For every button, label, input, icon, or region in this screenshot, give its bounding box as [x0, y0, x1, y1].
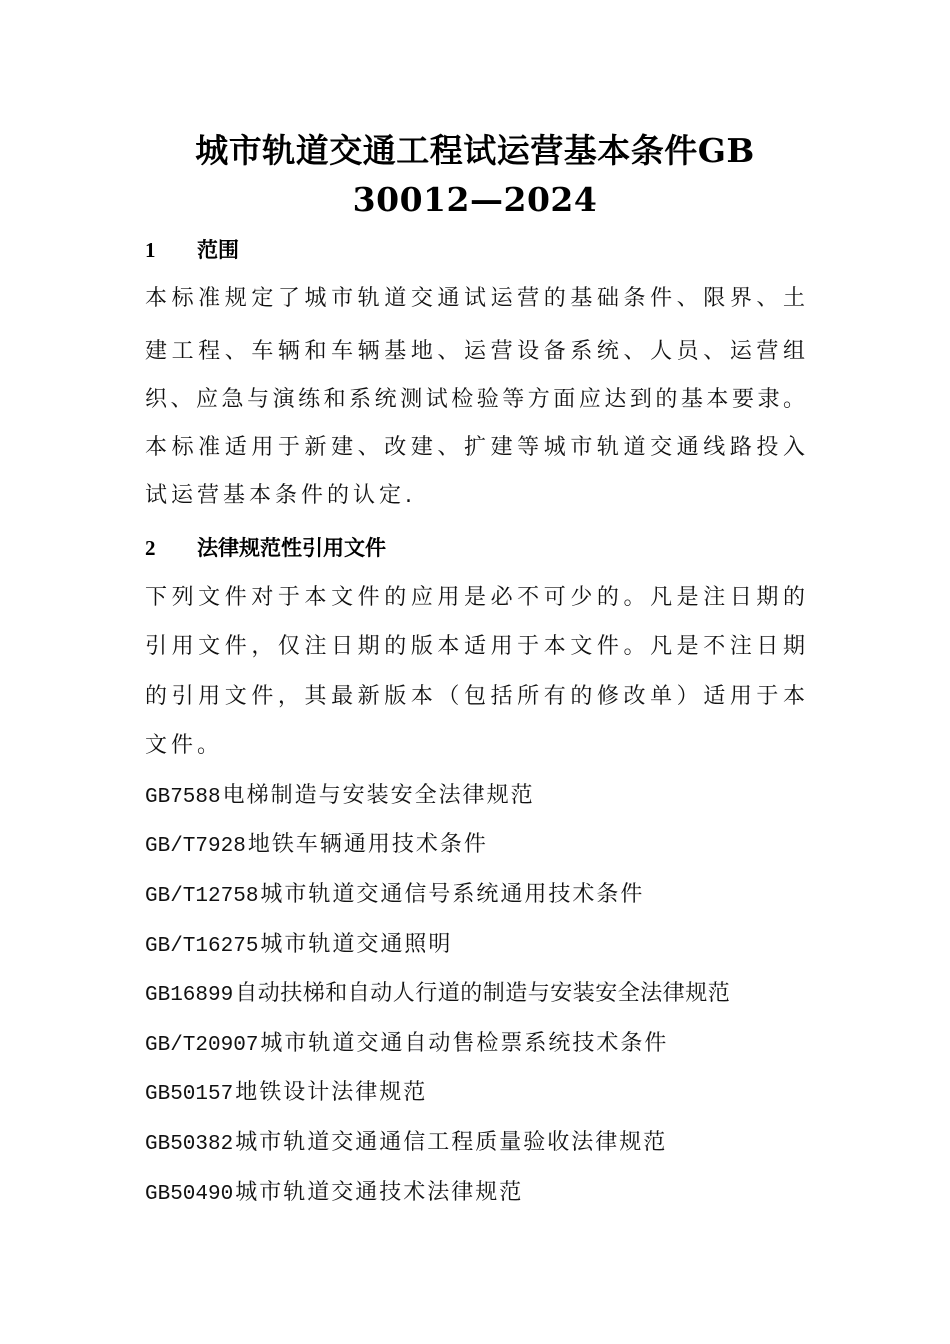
reference-item [145, 1178, 523, 1210]
reference-name: 城市轨道交通照明 [260, 932, 453, 957]
reference-code: GB/T16275 [145, 935, 259, 958]
reference-item [145, 880, 644, 912]
section-1-heading [145, 236, 239, 264]
reference-code: GB16899 [145, 984, 234, 1007]
section-title: 范围 [197, 238, 239, 262]
reference-code: GB50382 [145, 1133, 234, 1156]
reference-name: 城市轨道交通自动售检票系统技术条件 [260, 1031, 669, 1056]
reference-code: GB/T7928 [145, 835, 246, 858]
reference-item [145, 830, 488, 862]
reference-name: 地铁设计法律规范 [235, 1080, 428, 1105]
paragraph-line: 的引用文件，其最新版本（包括所有的修改单）适用于本 [145, 684, 805, 709]
document-title-line-2: 30012—2024 [352, 180, 598, 219]
reference-code: GB/T12758 [145, 885, 259, 908]
section-number: 2 [145, 536, 156, 560]
section-2-heading [145, 534, 386, 562]
reference-name: 电梯制造与安装安全法律规范 [222, 783, 535, 808]
reference-code: GB50157 [145, 1083, 234, 1106]
reference-name: 城市轨道交通技术法律规范 [235, 1180, 524, 1205]
document-title-line-1: 城市轨道交通工程试运营基本条件GB [195, 131, 755, 170]
paragraph-line: 文件。 [145, 733, 224, 758]
reference-item [145, 1128, 667, 1160]
reference-item [145, 1029, 668, 1061]
reference-item [145, 930, 452, 962]
reference-item [145, 979, 730, 1011]
paragraph-line: 本标准适用于新建、改建、扩建等城市轨道交通线路投入 [145, 435, 805, 460]
paragraph-line: 试运营基本条件的认定. [145, 483, 416, 508]
reference-name: 地铁车辆通用技术条件 [247, 832, 488, 857]
section-title: 法律规范性引用文件 [197, 536, 386, 560]
paragraph-line: 引用文件，仅注日期的版本适用于本文件。凡是不注日期 [145, 634, 805, 659]
reference-code: GB50490 [145, 1183, 234, 1206]
paragraph-line: 建工程、车辆和车辆基地、运营设备系统、人员、运营组 [145, 339, 805, 364]
section-number: 1 [145, 238, 156, 262]
paragraph-line: 本标准规定了城市轨道交通试运营的基础条件、限界、土 [145, 286, 805, 311]
reference-item [145, 781, 535, 813]
reference-item [145, 1078, 427, 1110]
reference-name: 城市轨道交通通信工程质量验收法律规范 [235, 1130, 668, 1155]
reference-code: GB/T20907 [145, 1034, 259, 1057]
paragraph-line: 织、应急与演练和系统测试检验等方面应达到的基本要隶。 [145, 387, 805, 412]
reference-name: 城市轨道交通信号系统通用技术条件 [260, 882, 645, 907]
reference-name: 自动扶梯和自动人行道的制造与安装安全法律规范 [235, 981, 731, 1006]
reference-code: GB7588 [145, 786, 221, 809]
paragraph-line: 下列文件对于本文件的应用是必不可少的。凡是注日期的 [145, 585, 805, 610]
